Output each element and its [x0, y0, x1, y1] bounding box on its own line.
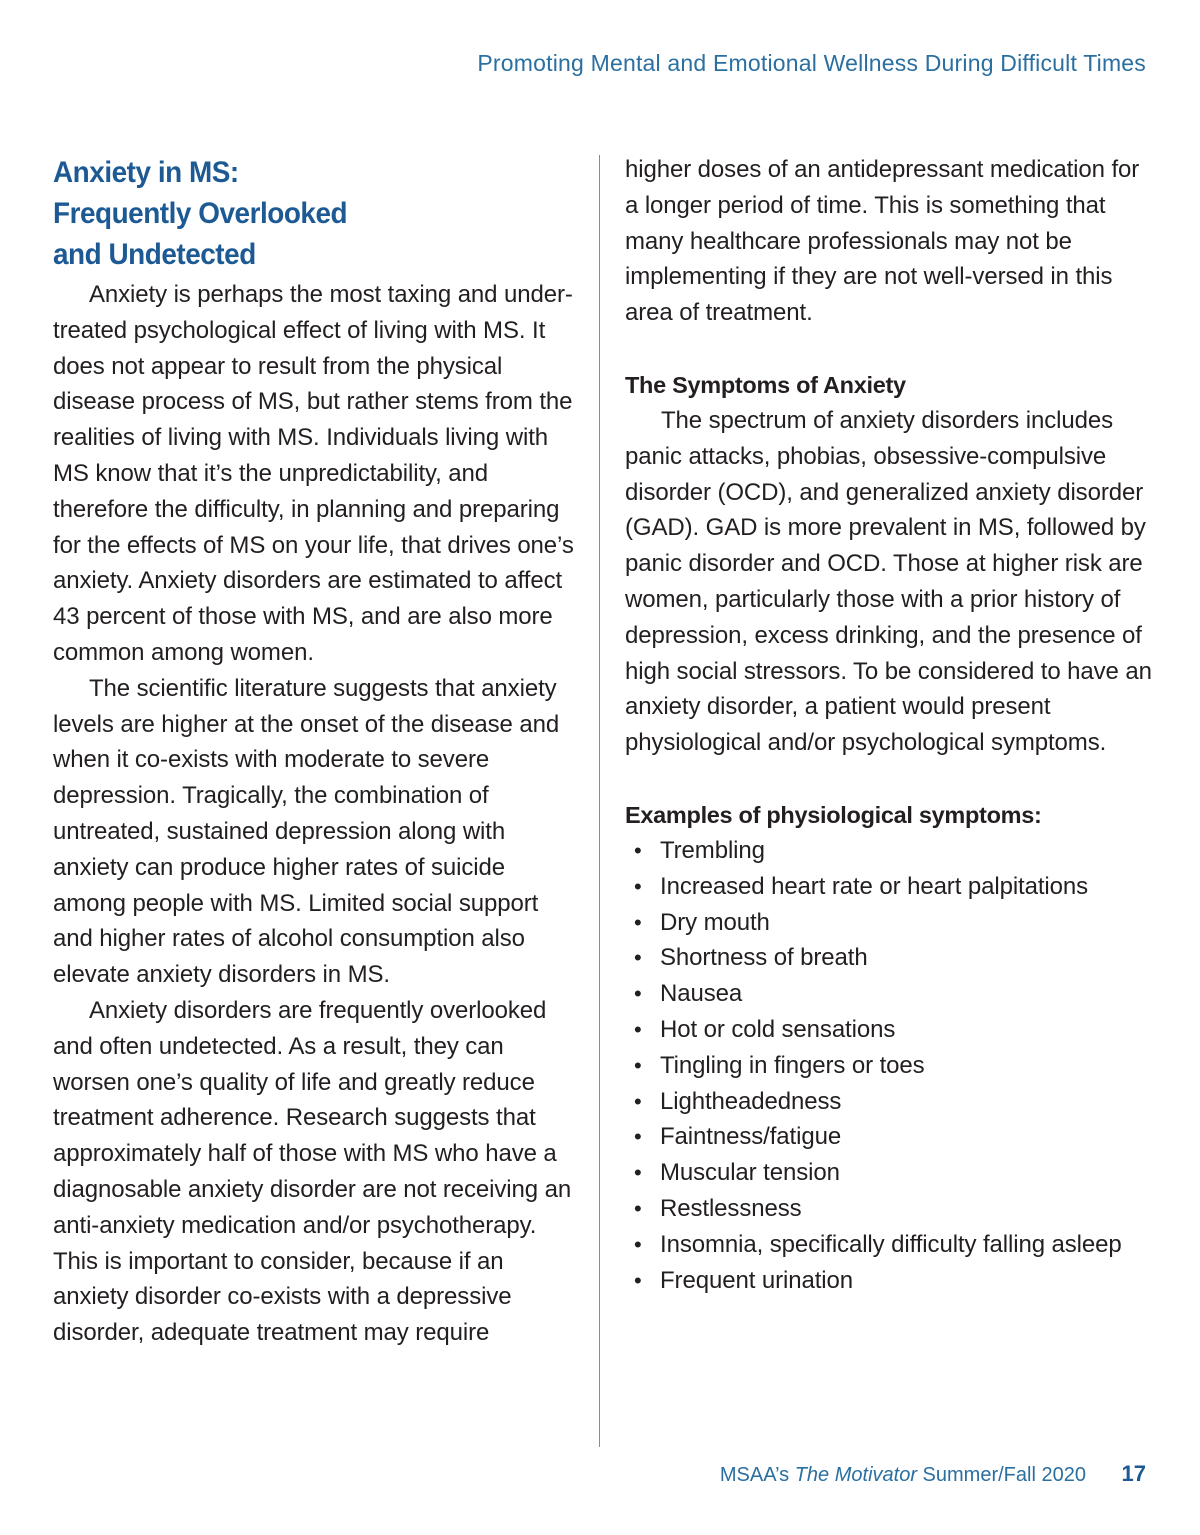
- page-footer: [720, 1461, 1146, 1487]
- bullet-icon: •: [634, 1195, 642, 1221]
- symptom-text: Shortness of breath: [660, 944, 868, 972]
- symptom-text: Frequent urination: [660, 1266, 853, 1294]
- symptom-text: Restlessness: [660, 1194, 802, 1222]
- examples-heading: Examples of physiological symptoms:: [625, 801, 1042, 828]
- bullet-icon: •: [634, 873, 642, 899]
- symptom-item: [625, 940, 1153, 976]
- bullet-icon: •: [634, 837, 642, 863]
- symptom-item: [625, 1227, 1153, 1263]
- left-column: [53, 152, 581, 1351]
- right-column: [625, 152, 1153, 1298]
- bullet-icon: •: [634, 981, 642, 1007]
- title-line: Anxiety in MS:: [53, 156, 239, 189]
- bullet-icon: •: [634, 1052, 642, 1078]
- bullet-icon: •: [634, 1231, 642, 1257]
- body-paragraph: Anxiety is perhaps the most taxing and under-treated psychological effect of living with MS. It does not appear to result from the physical disease process of MS, but rather stems from the realities of living with MS. Individuals living with MS know that it’s the unpredictability, and therefore the difficulty, in planning and preparing for the effects of MS on your life, that drives one’s anxiety. Anxiety disorders are estimated to affect 43 percent of those with MS, and are also more common among women.: [53, 281, 574, 666]
- running-head: Promoting Mental and Emotional Wellness During Difficult Times: [477, 50, 1146, 76]
- bullet-icon: •: [634, 909, 642, 935]
- bullet-icon: •: [634, 1016, 642, 1042]
- symptom-list: [625, 833, 1153, 1298]
- symptoms-paragraph: The spectrum of anxiety disorders includes panic attacks, phobias, obsessive-compulsive disorder (OCD), and generalized anxiety disorder (GAD). GAD is more prevalent in MS, followed by panic disorder and OCD. Those at higher risk are women, particularly those with a prior history of depression, excess drinking, and the presence of high social stressors. To be considered to have an anxiety disorder, a patient would present physiological and/or psychological symptoms.: [625, 406, 1152, 757]
- bullet-icon: •: [634, 1088, 642, 1114]
- footer-publication: The Motivator: [794, 1464, 917, 1486]
- column-divider: [599, 155, 600, 1447]
- symptom-text: Insomnia, specifically difficulty falling asleep: [660, 1230, 1122, 1258]
- symptom-text: Trembling: [660, 836, 765, 864]
- footer-issue: Summer/Fall 2020: [922, 1464, 1086, 1486]
- symptom-text: Nausea: [660, 980, 743, 1008]
- continued-paragraph: higher doses of an antidepressant medication for a longer period of time. This is something that many healthcare professionals may not be implementing if they are not well-versed in this area of treatment.: [625, 156, 1140, 327]
- title-line: and Undetected: [53, 238, 256, 271]
- symptom-text: Faintness/fatigue: [660, 1123, 842, 1151]
- body-paragraph: Anxiety disorders are frequently overlooked and often undetected. As a result, they can worsen one’s quality of life and greatly reduce treatment adherence. Research suggests that approximately half of those with MS who have a diagnosable anxiety disorder are not receiving an anti-anxiety medication and/or psychotherapy. This is important to consider, because if an anxiety disorder co-exists with a depressive disorder, adequate treatment may require: [53, 996, 572, 1347]
- symptom-text: Lightheadedness: [660, 1087, 842, 1115]
- symptom-text: Tingling in fingers or toes: [660, 1051, 925, 1079]
- symptom-item: [625, 1119, 1153, 1155]
- symptom-text: Muscular tension: [660, 1159, 840, 1187]
- symptom-item: [625, 833, 1153, 869]
- symptom-text: Increased heart rate or heart palpitations: [660, 872, 1089, 900]
- article-title: [53, 152, 544, 275]
- symptom-item: [625, 1191, 1153, 1227]
- symptom-item: [625, 1048, 1153, 1084]
- symptom-item: [625, 1084, 1153, 1120]
- title-line: Frequently Overlooked: [53, 197, 348, 230]
- page-number: 17: [1121, 1461, 1146, 1486]
- symptoms-heading: The Symptoms of Anxiety: [625, 371, 906, 398]
- bullet-icon: •: [634, 1267, 642, 1293]
- bullet-icon: •: [634, 945, 642, 971]
- footer-org: MSAA’s: [719, 1464, 790, 1486]
- symptom-item: [625, 976, 1153, 1012]
- symptom-item: [625, 1263, 1153, 1299]
- symptom-text: Dry mouth: [660, 908, 770, 936]
- symptom-item: [625, 869, 1153, 905]
- symptom-item: [625, 1012, 1153, 1048]
- bullet-icon: •: [634, 1124, 642, 1150]
- bullet-icon: •: [634, 1160, 642, 1186]
- symptom-item: [625, 1155, 1153, 1191]
- symptom-text: Hot or cold sensations: [660, 1015, 896, 1043]
- symptom-item: [625, 905, 1153, 941]
- body-paragraph: The scientific literature suggests that anxiety levels are higher at the onset of the disease and when it co-exists with moderate to severe depression. Tragically, the combination of untreated, sustained depression along with anxiety can produce higher rates of suicide among people with MS. Limited social support and higher rates of alcohol consumption also elevate anxiety disorders in MS.: [53, 674, 560, 989]
